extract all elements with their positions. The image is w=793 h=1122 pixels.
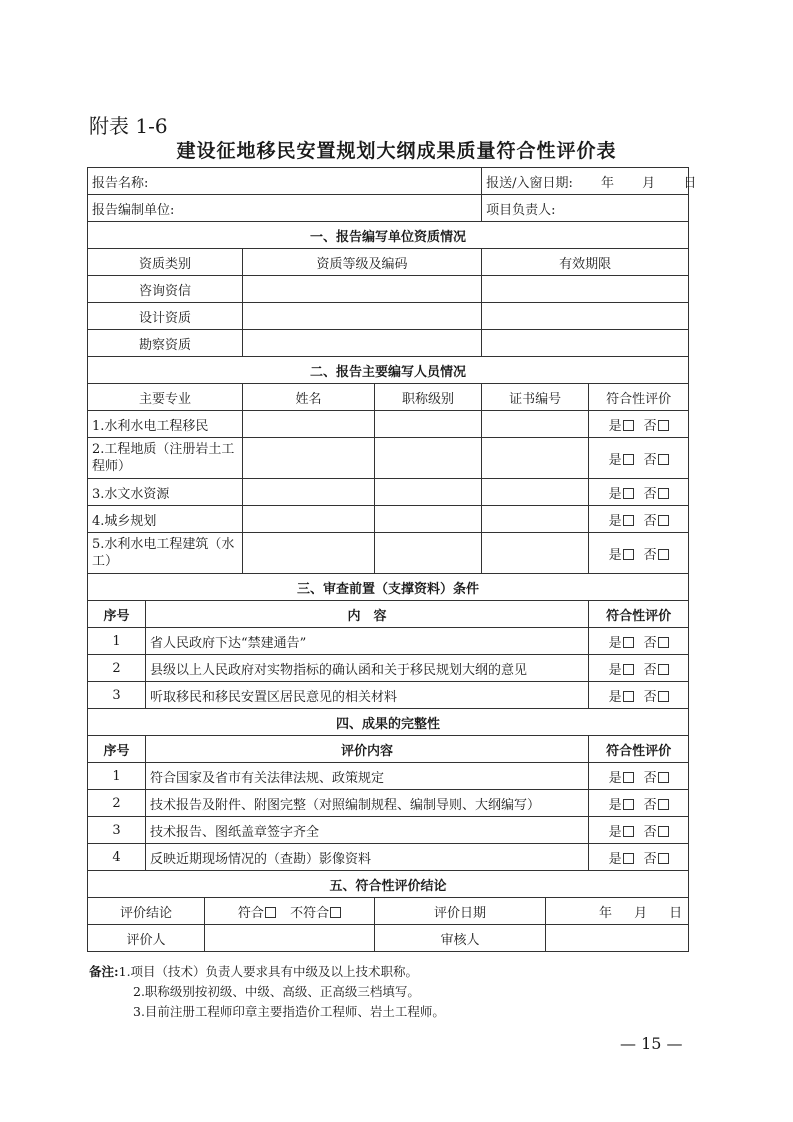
- compliance-cell: 是 否: [589, 790, 689, 817]
- submit-date-cell[interactable]: [482, 168, 697, 195]
- no-checkbox[interactable]: [658, 826, 669, 837]
- project-lead-label: 项目负责人:: [486, 202, 556, 218]
- evaluator-label: 评价人: [88, 925, 205, 952]
- condition-text: 听取移民和移民安置区居民意见的相关材料: [146, 682, 589, 709]
- eval-date-day: 日: [669, 905, 683, 921]
- eval-date-label: 评价日期: [375, 898, 546, 925]
- section1-col-grade: 资质等级及编码: [243, 249, 482, 276]
- table-row: [88, 411, 689, 438]
- page-number: — 15 —: [620, 1034, 683, 1053]
- table-row: [88, 655, 689, 682]
- qualification-grade-cell[interactable]: [243, 330, 482, 357]
- yes-checkbox[interactable]: [623, 420, 634, 431]
- certificate-cell[interactable]: [482, 533, 589, 574]
- note-item: 2.职称级别按初级、中级、高级、正高级三档填写。: [133, 984, 420, 999]
- compliance-cell: 是 否: [589, 479, 689, 506]
- completeness-text: 技术报告、图纸盖章签字齐全: [146, 817, 589, 844]
- project-lead-cell[interactable]: [482, 195, 689, 222]
- specialty-cell: 5.水利水电工程建筑（水工）: [88, 533, 243, 574]
- compliance-cell: 是 否: [589, 844, 689, 871]
- page-title: 建设征地移民安置规划大纲成果质量符合性评价表: [176, 140, 617, 162]
- table-row: [88, 276, 689, 303]
- certificate-cell[interactable]: [482, 438, 589, 479]
- row-number: 3: [88, 682, 146, 709]
- section2-col-certificate: 证书编号: [482, 384, 589, 411]
- section1-col-category: 资质类别: [88, 249, 243, 276]
- table-row: [88, 438, 689, 479]
- section3-title-row: [88, 574, 689, 601]
- row-number: 1: [88, 763, 146, 790]
- qualification-grade-cell[interactable]: [243, 276, 482, 303]
- no-checkbox[interactable]: [658, 664, 669, 675]
- yes-checkbox[interactable]: [623, 454, 634, 465]
- row-number: 2: [88, 655, 146, 682]
- no-checkbox[interactable]: [658, 420, 669, 431]
- certificate-cell[interactable]: [482, 411, 589, 438]
- conclusion-options: 符合 不符合: [205, 898, 375, 925]
- section3-header-row: [88, 601, 689, 628]
- section3-col-no: 序号: [88, 601, 146, 628]
- section5-title: 五、符合性评价结论: [88, 871, 689, 898]
- eval-date-year: 年: [599, 905, 613, 921]
- table-row: [88, 628, 689, 655]
- section3-col-content: 内 容: [146, 601, 589, 628]
- section2-title: 二、报告主要编写人员情况: [88, 357, 689, 384]
- compliance-cell: 是 否: [589, 533, 689, 574]
- title-level-cell[interactable]: [375, 479, 482, 506]
- compliance-cell: 是 否: [589, 411, 689, 438]
- section1-title: 一、报告编写单位资质情况: [88, 222, 689, 249]
- conclusion-label: 评价结论: [88, 898, 205, 925]
- table-row: [88, 817, 689, 844]
- completeness-text: 反映近期现场情况的（查勘）影像资料: [146, 844, 589, 871]
- section2-col-compliance: 符合性评价: [589, 384, 689, 411]
- certificate-cell[interactable]: [482, 506, 589, 533]
- section2-col-specialty: 主要专业: [88, 384, 243, 411]
- title-level-cell[interactable]: [375, 506, 482, 533]
- table-row: [88, 533, 689, 574]
- section4-title: 四、成果的完整性: [88, 709, 689, 736]
- section3-title: 三、审查前置（支撑资料）条件: [88, 574, 689, 601]
- yes-checkbox[interactable]: [623, 691, 634, 702]
- evaluator-field[interactable]: [205, 925, 375, 952]
- qualification-validity-cell[interactable]: [482, 330, 689, 357]
- appendix-label: 附表 1-6: [89, 114, 168, 138]
- signature-row: [88, 925, 689, 952]
- eval-date-field[interactable]: [546, 898, 689, 925]
- compliance-cell: 是 否: [589, 438, 689, 479]
- compliance-cell: 是 否: [589, 763, 689, 790]
- compiler-row: [88, 195, 689, 222]
- qualification-category: 咨询资信: [88, 276, 243, 303]
- no-checkbox[interactable]: [658, 488, 669, 499]
- section1-col-validity: 有效期限: [482, 249, 689, 276]
- no-checkbox[interactable]: [658, 549, 669, 560]
- notes: [89, 962, 445, 1022]
- table-row: [88, 790, 689, 817]
- table-row: [88, 479, 689, 506]
- fail-checkbox[interactable]: [330, 907, 341, 918]
- yes-checkbox[interactable]: [623, 772, 634, 783]
- eval-date-month: 月: [634, 905, 648, 921]
- compiler-label: 报告编制单位:: [92, 202, 175, 218]
- section4-col-no: 序号: [88, 736, 146, 763]
- compliance-cell: 是 否: [589, 628, 689, 655]
- submit-date-year: 年: [601, 175, 615, 191]
- pass-checkbox[interactable]: [265, 907, 276, 918]
- row-number: 1: [88, 628, 146, 655]
- section2-col-title-level: 职称级别: [375, 384, 482, 411]
- table-row: [88, 844, 689, 871]
- note-item: 1.项目（技术）负责人要求具有中级及以上技术职称。: [118, 964, 419, 979]
- compliance-cell: 是 否: [589, 655, 689, 682]
- evaluation-form-table: [87, 167, 697, 952]
- no-checkbox[interactable]: [658, 637, 669, 648]
- specialty-cell: 1.水利水电工程移民: [88, 411, 243, 438]
- report-name-row: [88, 168, 689, 195]
- no-checkbox[interactable]: [658, 515, 669, 526]
- specialty-cell: 3.水文水资源: [88, 479, 243, 506]
- qualification-grade-cell[interactable]: [243, 303, 482, 330]
- note-item: 3.目前注册工程师印章主要指造价工程师、岩土工程师。: [133, 1004, 445, 1019]
- reviewer-label: 审核人: [375, 925, 546, 952]
- yes-checkbox[interactable]: [623, 826, 634, 837]
- row-number: 2: [88, 790, 146, 817]
- section2-col-name: 姓名: [243, 384, 375, 411]
- yes-checkbox[interactable]: [623, 488, 634, 499]
- yes-checkbox[interactable]: [623, 799, 634, 810]
- section4-title-row: [88, 709, 689, 736]
- yes-checkbox[interactable]: [623, 515, 634, 526]
- report-name-label: 报告名称:: [92, 175, 149, 191]
- person-name-cell[interactable]: [243, 411, 375, 438]
- notes-label: 备注:: [89, 964, 119, 979]
- qualification-category: 设计资质: [88, 303, 243, 330]
- yes-checkbox[interactable]: [623, 853, 634, 864]
- specialty-cell: 4.城乡规划: [88, 506, 243, 533]
- submit-date-day: 日: [683, 175, 697, 191]
- section4-col-compliance: 符合性评价: [589, 736, 689, 763]
- qualification-validity-cell[interactable]: [482, 276, 689, 303]
- no-checkbox[interactable]: [658, 772, 669, 783]
- table-row: [88, 506, 689, 533]
- title-level-cell[interactable]: [375, 411, 482, 438]
- table-row: [88, 303, 689, 330]
- submit-date-label: 报送/入窗日期:: [486, 175, 573, 191]
- row-number: 4: [88, 844, 146, 871]
- person-name-cell[interactable]: [243, 479, 375, 506]
- compliance-cell: 是 否: [589, 682, 689, 709]
- yes-checkbox[interactable]: [623, 549, 634, 560]
- qualification-validity-cell[interactable]: [482, 303, 689, 330]
- yes-checkbox[interactable]: [623, 637, 634, 648]
- compliance-cell: 是 否: [589, 817, 689, 844]
- no-checkbox[interactable]: [658, 454, 669, 465]
- specialty-cell: 2.工程地质（注册岩土工程师）: [88, 438, 243, 479]
- conclusion-row: [88, 898, 689, 925]
- certificate-cell[interactable]: [482, 479, 589, 506]
- no-checkbox[interactable]: [658, 691, 669, 702]
- report-name-cell[interactable]: [88, 168, 482, 195]
- no-checkbox[interactable]: [658, 799, 669, 810]
- person-name-cell[interactable]: [243, 506, 375, 533]
- row-number: 3: [88, 817, 146, 844]
- section4-header-row: [88, 736, 689, 763]
- table-row: [88, 330, 689, 357]
- completeness-text: 符合国家及省市有关法律法规、政策规定: [146, 763, 589, 790]
- yes-checkbox[interactable]: [623, 664, 634, 675]
- no-checkbox[interactable]: [658, 853, 669, 864]
- title-level-cell[interactable]: [375, 533, 482, 574]
- section1-title-row: [88, 222, 689, 249]
- compiler-cell[interactable]: [88, 195, 482, 222]
- section4-col-content: 评价内容: [146, 736, 589, 763]
- table-row: [88, 682, 689, 709]
- compliance-cell: 是 否: [589, 506, 689, 533]
- table-row: [88, 763, 689, 790]
- section1-header-row: [88, 249, 689, 276]
- section3-col-compliance: 符合性评价: [589, 601, 689, 628]
- title-level-cell[interactable]: [375, 438, 482, 479]
- reviewer-field[interactable]: [546, 925, 689, 952]
- condition-text: 省人民政府下达“禁建通告”: [146, 628, 589, 655]
- qualification-category: 勘察资质: [88, 330, 243, 357]
- section2-header-row: [88, 384, 689, 411]
- section5-title-row: [88, 871, 689, 898]
- section2-title-row: [88, 357, 689, 384]
- submit-date-month: 月: [642, 175, 656, 191]
- person-name-cell[interactable]: [243, 438, 375, 479]
- condition-text: 县级以上人民政府对实物指标的确认函和关于移民规划大纲的意见: [146, 655, 589, 682]
- person-name-cell[interactable]: [243, 533, 375, 574]
- completeness-text: 技术报告及附件、附图完整（对照编制规程、编制导则、大纲编写）: [146, 790, 589, 817]
